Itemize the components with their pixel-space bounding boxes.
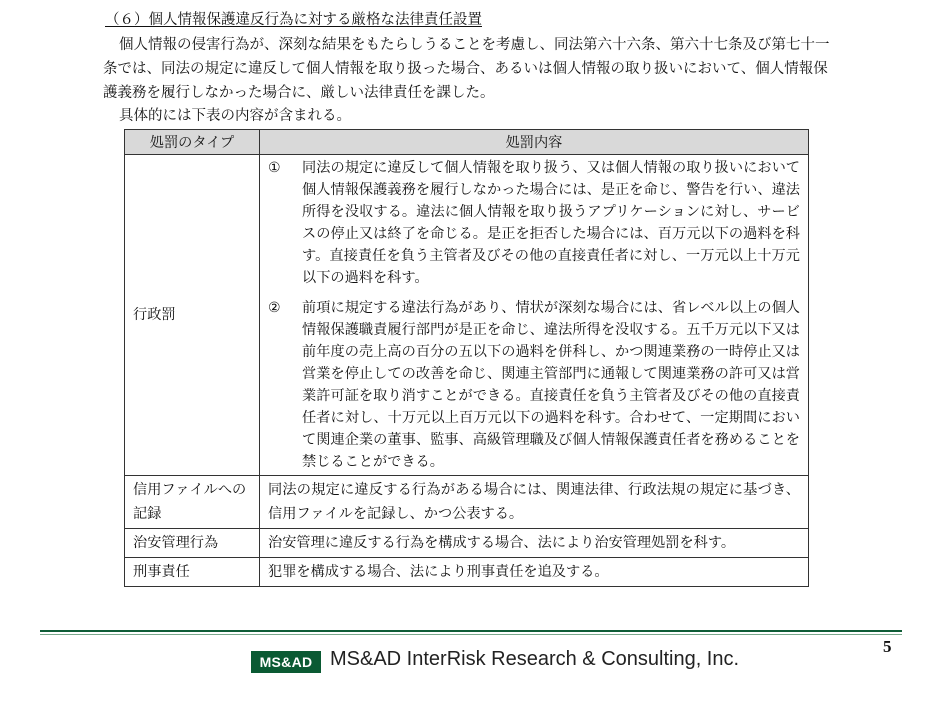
row-type-criminal: 刑事責任 xyxy=(125,558,260,587)
table-intro: 具体的には下表の内容が含まれる。 xyxy=(119,108,351,124)
intro-paragraph: 個人情報の侵害行為が、深刻な結果をもたらしうることを考慮し、同法第六十六条、第六十七条及び第七十一条では、同法の規定に違反して個人情報を取り扱った場合、あるいは個人情報の取り扱いにおいて、個人情報保護義務を履行しなかった場合に、厳しい法律責任を課した。 xyxy=(103,37,830,101)
table-row xyxy=(125,558,809,587)
company-name: MS&AD InterRisk Research & Consulting, Inc. xyxy=(330,648,740,670)
row-content-criminal: 犯罪を構成する場合、法により刑事責任を追及する。 xyxy=(260,558,809,587)
row-type-public-security: 治安管理行為 xyxy=(125,529,260,558)
item-text: 前項に規定する違法行為があり、情状が深刻な場合には、省レベル以上の個人情報保護職責履行部門が是正を命じ、違法所得を没収する。五千万元以下又は前年度の売上高の百分の五以下の過料を併科し、かつ関連業務の一時停止又は営業を停止しての改善を命じ、関連主管部門に通報して関連業務の許可又は営業許可証を取り消すことができる。直接責任を負う主管者及びその他の直接責任者に対し、十万元以上百万元以下の過料を科す。合わせて、一定期間において関連企業の董事、監事、高級管理職及び個人情報保護責任者を務めることを禁じることができる。 xyxy=(302,300,800,470)
row-content-administrative xyxy=(260,155,809,476)
list-item xyxy=(268,157,800,289)
page-number: 5 xyxy=(883,637,892,656)
item-number: ① xyxy=(268,160,281,176)
section-heading: （６）個人情報保護違反行為に対する厳格な法律責任設置 xyxy=(105,12,482,28)
row-type-credit-file: 信用ファイルへの記録 xyxy=(125,476,260,529)
table-row xyxy=(125,155,809,476)
penalty-table xyxy=(124,129,809,587)
header-penalty-content: 処罰内容 xyxy=(260,130,809,155)
list-item xyxy=(268,297,800,473)
row-content-credit-file: 同法の規定に違反する行為がある場合には、関連法律、行政法規の規定に基づき、信用ファイルを記録し、かつ公表する。 xyxy=(260,476,809,529)
table-row xyxy=(125,476,809,529)
table-row xyxy=(125,529,809,558)
intro-block xyxy=(103,33,833,128)
row-type-administrative: 行政罰 xyxy=(125,155,260,476)
table-header-row xyxy=(125,130,809,155)
row-content-public-security: 治安管理に違反する行為を構成する場合、法により治安管理処罰を科す。 xyxy=(260,529,809,558)
company-logo: MS&AD xyxy=(251,651,321,673)
item-text: 同法の規定に違反して個人情報を取り扱う、又は個人情報の取り扱いにおいて個人情報保護義務を履行しなかった場合には、是正を命じ、警告を行い、違法所得を没収する。違法に個人情報を取り扱うアプリケーションに対し、サービスの停止又は終了を命じる。是正を拒否した場合には、百万元以下の過料を科す。直接責任を負う主管者及びその他の直接責任者に対し、一万元以上十万元以下の過料を科す。 xyxy=(302,160,800,286)
footer-divider-light xyxy=(40,634,902,635)
footer-divider xyxy=(40,630,902,632)
header-penalty-type: 処罰のタイプ xyxy=(125,130,260,155)
item-number: ② xyxy=(268,300,281,316)
